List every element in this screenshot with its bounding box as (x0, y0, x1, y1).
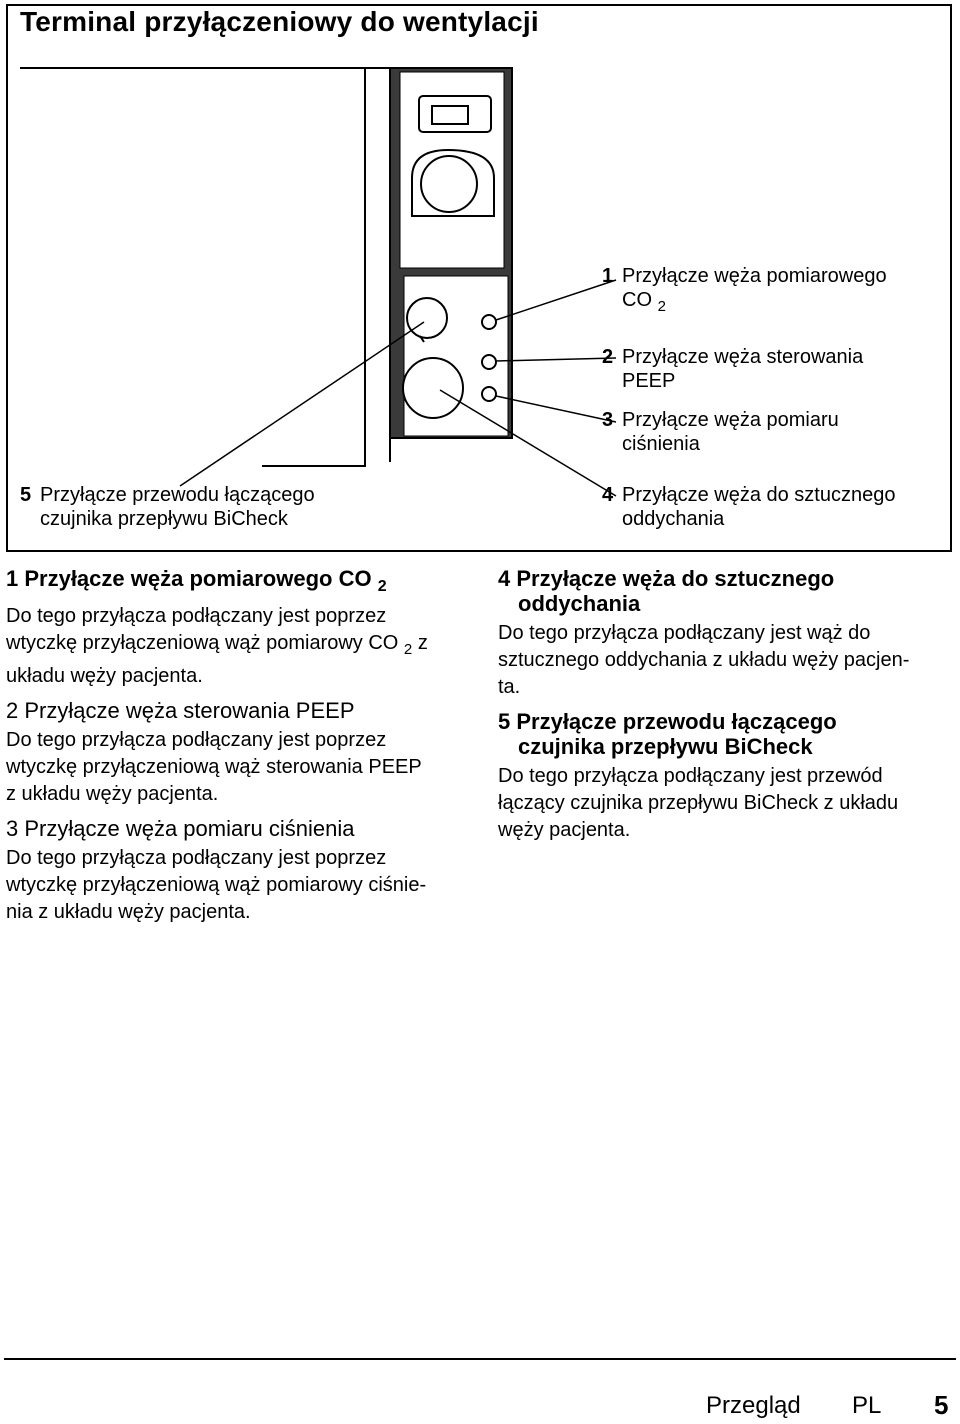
callout-3: 3 Przyłącze węża pomiaru ciśnienia (602, 409, 839, 455)
right-column (498, 560, 948, 852)
section-2-heading: 2 Przyłącze węża sterowania PEEP (6, 698, 355, 723)
leader-line-5 (180, 322, 424, 486)
device-housing-outline (20, 68, 365, 466)
leader-line-3 (496, 396, 616, 422)
leader-line-4 (440, 390, 616, 496)
section-1-heading: 1 Przyłącze węża pomiarowego CO $_2$ (6, 566, 387, 595)
device-housing-edge (365, 68, 390, 462)
callout-4: 4 Przyłącze węża do sztucznego oddychania (602, 484, 896, 530)
callout-5: 5 Przyłącze przewodu łączącego czujnika przepływu BiCheck (20, 484, 315, 530)
footer-section-name: Przegląd (706, 1392, 801, 1419)
section-2-body: Do tego przyłącza podłączany jest poprzez wtyczkę przyłączeniową wąż sterowania PEEP z układu węży pacjenta. (6, 729, 422, 805)
co2-connector (482, 315, 496, 329)
section-3-heading: 3 Przyłącze węża pomiaru ciśnienia (6, 816, 355, 841)
callout-1: 1 Przyłącze węża pomiarowego CO $_2$ (602, 265, 887, 315)
section-1-body: Do tego przyłącza podłączany jest poprzez wtyczkę przyłączeniową wąż pomiarowy CO $_2$ z układu węży pacjenta. (6, 605, 428, 687)
footer-language: PL (852, 1392, 882, 1419)
leader-line-1 (496, 280, 616, 320)
peep-connector (482, 355, 496, 369)
section-4-body: Do tego przyłącza podłączany jest wąż do sztucznego oddychania z układu węży pacjen- ta. (498, 622, 910, 698)
section-5-body: Do tego przyłącza podłączany jest przewód łączący czujnika przepływu BiCheck z układu węży pacjenta. (498, 765, 899, 841)
section-5-heading: 5 Przyłącze przewodu łączącego czujnika przepływu BiCheck (498, 709, 837, 759)
section-4-heading: 4 Przyłącze węża do sztucznego oddychania (498, 566, 835, 616)
page-number: 5 (934, 1390, 949, 1420)
bicheck-connector (407, 298, 447, 338)
callout-2: 2 Przyłącze węża sterowania PEEP (602, 346, 864, 392)
left-column (6, 560, 462, 934)
section-3-body: Do tego przyłącza podłączany jest poprzez wtyczkę przyłączeniową wąż pomiarowy ciśnie- nia z układu węży pacjenta. (6, 847, 427, 923)
ventilation-connector (403, 358, 463, 418)
page-title: Terminal przyłączeniowy do wentylacji (20, 6, 539, 37)
leader-line-2 (496, 358, 616, 361)
large-socket (421, 156, 477, 212)
footer-divider (4, 1358, 956, 1360)
pressure-connector (482, 387, 496, 401)
